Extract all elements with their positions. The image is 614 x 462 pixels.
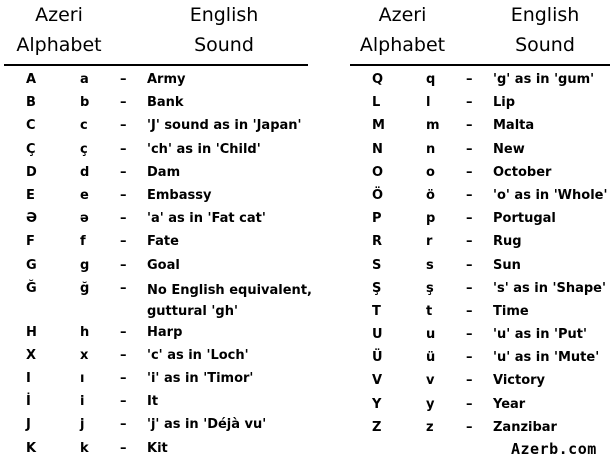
dash: – bbox=[466, 327, 473, 343]
dash: – bbox=[120, 440, 127, 456]
uppercase-letter: E bbox=[26, 187, 35, 203]
dash: – bbox=[466, 396, 473, 412]
english-sound: 'J' sound as in 'Japan' bbox=[147, 118, 302, 134]
lowercase-letter: ə bbox=[80, 211, 89, 227]
uppercase-letter: Q bbox=[372, 72, 384, 87]
dash: – bbox=[466, 280, 473, 296]
alphabet-row bbox=[350, 347, 610, 370]
english-sound: 'u' as in 'Put' bbox=[493, 327, 587, 343]
lowercase-letter: x bbox=[80, 347, 89, 363]
english-sound: 'a' as in 'Fat cat' bbox=[147, 211, 266, 227]
uppercase-letter: G bbox=[26, 257, 37, 273]
english-sound: Bank bbox=[147, 95, 184, 111]
dash: – bbox=[120, 371, 127, 387]
lowercase-letter: h bbox=[80, 324, 90, 340]
alphabet-row bbox=[4, 438, 308, 461]
uppercase-letter: O bbox=[372, 164, 384, 180]
dash: – bbox=[120, 280, 127, 296]
alphabet-row bbox=[350, 69, 610, 92]
dash: – bbox=[466, 118, 473, 134]
alphabet-row bbox=[4, 139, 308, 162]
alphabet-row bbox=[4, 231, 308, 254]
alphabet-row bbox=[350, 231, 610, 254]
dash: – bbox=[466, 373, 473, 389]
lowercase-letter: y bbox=[426, 396, 435, 412]
lowercase-letter: ö bbox=[426, 187, 435, 203]
lowercase-letter: ğ bbox=[80, 280, 90, 296]
alphabet-row bbox=[4, 115, 308, 138]
alphabet-row bbox=[350, 162, 610, 185]
dash: – bbox=[466, 257, 473, 273]
uppercase-letter: Ğ bbox=[26, 280, 37, 296]
dash: – bbox=[120, 118, 127, 134]
lowercase-letter: ş bbox=[426, 280, 434, 296]
english-sound: Embassy bbox=[147, 187, 212, 203]
english-sound-heading bbox=[154, 0, 294, 60]
alphabet-row bbox=[4, 185, 308, 208]
english-sound: Fate bbox=[147, 234, 179, 250]
uppercase-letter: B bbox=[26, 95, 36, 111]
lowercase-letter: ç bbox=[80, 141, 88, 157]
uppercase-letter: Ş bbox=[372, 280, 382, 296]
heading-line: Azeri bbox=[35, 4, 83, 26]
uppercase-letter: Z bbox=[372, 419, 382, 435]
lowercase-letter: s bbox=[426, 257, 434, 273]
english-sound: 'j' as in 'Déjà vu' bbox=[147, 417, 267, 433]
lowercase-letter: z bbox=[426, 419, 434, 435]
dash: – bbox=[466, 141, 473, 157]
alphabet-row bbox=[350, 370, 610, 393]
lowercase-letter: ü bbox=[426, 350, 436, 366]
uppercase-letter: M bbox=[372, 118, 385, 134]
lowercase-letter: e bbox=[80, 187, 89, 203]
azeri-alphabet-heading bbox=[350, 0, 455, 60]
dash: – bbox=[466, 95, 473, 111]
uppercase-letter: N bbox=[372, 141, 383, 157]
english-sound: Zanzibar bbox=[493, 419, 557, 435]
uppercase-letter: A bbox=[26, 72, 37, 87]
heading-line: Sound bbox=[194, 34, 254, 56]
uppercase-letter: İ bbox=[26, 394, 31, 410]
lowercase-letter: k bbox=[80, 440, 89, 456]
uppercase-letter: C bbox=[26, 118, 36, 134]
lowercase-letter: a bbox=[80, 72, 89, 87]
dash: – bbox=[120, 234, 127, 250]
uppercase-letter: P bbox=[372, 211, 382, 227]
dash: – bbox=[466, 350, 473, 366]
heading-line: Azeri bbox=[378, 4, 427, 26]
english-sound: October bbox=[493, 164, 552, 180]
alphabet-row bbox=[4, 208, 308, 231]
lowercase-letter: q bbox=[426, 72, 436, 87]
english-sound: 'u' as in 'Mute' bbox=[493, 350, 600, 366]
lowercase-letter: u bbox=[426, 327, 436, 343]
dash: – bbox=[120, 324, 127, 340]
heading-line: Alphabet bbox=[359, 34, 446, 56]
dash: – bbox=[120, 164, 127, 180]
dash: – bbox=[120, 417, 127, 433]
dash: – bbox=[120, 394, 127, 410]
uppercase-letter: I bbox=[26, 371, 31, 387]
uppercase-letter: X bbox=[26, 347, 37, 363]
right-alphabet-table bbox=[350, 0, 610, 440]
english-sound: Year bbox=[493, 396, 526, 412]
alphabet-row bbox=[350, 394, 610, 417]
dash: – bbox=[120, 72, 127, 87]
english-sound: Victory bbox=[493, 373, 546, 389]
english-sound: It bbox=[147, 394, 159, 410]
lowercase-letter: c bbox=[80, 118, 88, 134]
lowercase-letter: l bbox=[426, 95, 431, 111]
english-sound: Lip bbox=[493, 95, 516, 111]
lowercase-letter: ı bbox=[80, 371, 85, 387]
uppercase-letter: Ə bbox=[26, 211, 38, 227]
english-sound: 's' as in 'Shape' bbox=[493, 280, 606, 296]
uppercase-letter: Ü bbox=[372, 350, 383, 366]
alphabet-row bbox=[350, 208, 610, 231]
lowercase-letter: n bbox=[426, 141, 436, 157]
dash: – bbox=[466, 72, 473, 87]
dash: – bbox=[120, 257, 127, 273]
lowercase-letter: p bbox=[426, 211, 436, 227]
lowercase-letter: f bbox=[80, 234, 86, 250]
dash: – bbox=[120, 187, 127, 203]
english-sound: Portugal bbox=[493, 211, 556, 227]
english-sound: Dam bbox=[147, 164, 181, 180]
alphabet-row bbox=[4, 255, 308, 278]
uppercase-letter: H bbox=[26, 324, 37, 340]
dash: – bbox=[466, 419, 473, 435]
heading-line: English bbox=[189, 4, 259, 26]
dash: – bbox=[120, 347, 127, 363]
uppercase-letter: Ç bbox=[26, 141, 36, 157]
heading-line: Sound bbox=[515, 34, 575, 56]
english-sound: Goal bbox=[147, 257, 180, 273]
english-sound: Time bbox=[493, 303, 529, 319]
uppercase-letter: L bbox=[372, 95, 381, 111]
uppercase-letter: V bbox=[372, 373, 383, 389]
english-sound: 'o' as in 'Whole' bbox=[493, 187, 608, 203]
heading-line: English bbox=[510, 4, 580, 26]
dash: – bbox=[466, 187, 473, 203]
uppercase-letter: K bbox=[26, 440, 37, 456]
dash: – bbox=[120, 95, 127, 111]
english-sound: 'i' as in 'Timor' bbox=[147, 371, 254, 387]
english-sound: New bbox=[493, 141, 525, 157]
alphabet-row bbox=[4, 391, 308, 414]
dash: – bbox=[120, 141, 127, 157]
english-sound: Harp bbox=[147, 324, 183, 340]
alphabet-row bbox=[350, 301, 610, 324]
lowercase-letter: m bbox=[426, 118, 440, 134]
heading-line: Alphabet bbox=[16, 34, 102, 56]
lowercase-letter: d bbox=[80, 164, 90, 180]
alphabet-row bbox=[350, 115, 610, 138]
left-rows bbox=[4, 66, 312, 461]
english-sound: 'c' as in 'Loch' bbox=[147, 347, 249, 363]
alphabet-row bbox=[4, 92, 308, 115]
english-sound: Sun bbox=[493, 257, 521, 273]
uppercase-letter: T bbox=[372, 303, 381, 319]
uppercase-letter: S bbox=[372, 257, 382, 273]
alphabet-row bbox=[4, 278, 312, 322]
dash: – bbox=[466, 164, 473, 180]
dash: – bbox=[466, 234, 473, 250]
alphabet-row bbox=[350, 255, 610, 278]
lowercase-letter: r bbox=[426, 234, 433, 250]
left-alphabet-table bbox=[4, 0, 312, 461]
english-sound-heading bbox=[490, 0, 600, 60]
lowercase-letter: i bbox=[80, 394, 85, 410]
alphabet-row bbox=[4, 69, 308, 92]
alphabet-row bbox=[350, 417, 610, 440]
uppercase-letter: U bbox=[372, 327, 383, 343]
alphabet-row bbox=[4, 414, 308, 437]
alphabet-row bbox=[4, 368, 308, 391]
azeri-alphabet-heading bbox=[4, 0, 114, 60]
alphabet-row bbox=[4, 162, 308, 185]
uppercase-letter: Y bbox=[372, 396, 382, 412]
uppercase-letter: R bbox=[372, 234, 383, 250]
lowercase-letter: j bbox=[80, 417, 85, 433]
english-sound: Rug bbox=[493, 234, 522, 250]
alphabet-row bbox=[350, 92, 610, 115]
watermark: Azerb.com bbox=[511, 440, 597, 458]
left-table-header bbox=[4, 0, 308, 64]
alphabet-row bbox=[4, 322, 308, 345]
alphabet-row bbox=[4, 345, 308, 368]
right-rows bbox=[350, 66, 610, 440]
right-table-header bbox=[350, 0, 610, 64]
alphabet-row bbox=[350, 278, 610, 301]
lowercase-letter: g bbox=[80, 257, 90, 273]
dash: – bbox=[466, 303, 473, 319]
english-sound: 'g' as in 'gum' bbox=[493, 72, 595, 87]
uppercase-letter: F bbox=[26, 234, 35, 250]
uppercase-letter: J bbox=[26, 417, 31, 433]
english-sound: Kit bbox=[147, 440, 168, 456]
lowercase-letter: o bbox=[426, 164, 435, 180]
dash: – bbox=[466, 211, 473, 227]
lowercase-letter: b bbox=[80, 95, 90, 111]
english-sound: Army bbox=[147, 72, 186, 87]
english-sound: No English equivalent, guttural 'gh' bbox=[147, 282, 312, 319]
alphabet-row bbox=[350, 185, 610, 208]
english-sound: Malta bbox=[493, 118, 535, 134]
alphabet-row bbox=[350, 324, 610, 347]
uppercase-letter: D bbox=[26, 164, 37, 180]
uppercase-letter: Ö bbox=[372, 187, 384, 203]
dash: – bbox=[120, 211, 127, 227]
lowercase-letter: v bbox=[426, 373, 435, 389]
english-sound: 'ch' as in 'Child' bbox=[147, 141, 261, 157]
lowercase-letter: t bbox=[426, 303, 433, 319]
alphabet-row bbox=[350, 139, 610, 162]
